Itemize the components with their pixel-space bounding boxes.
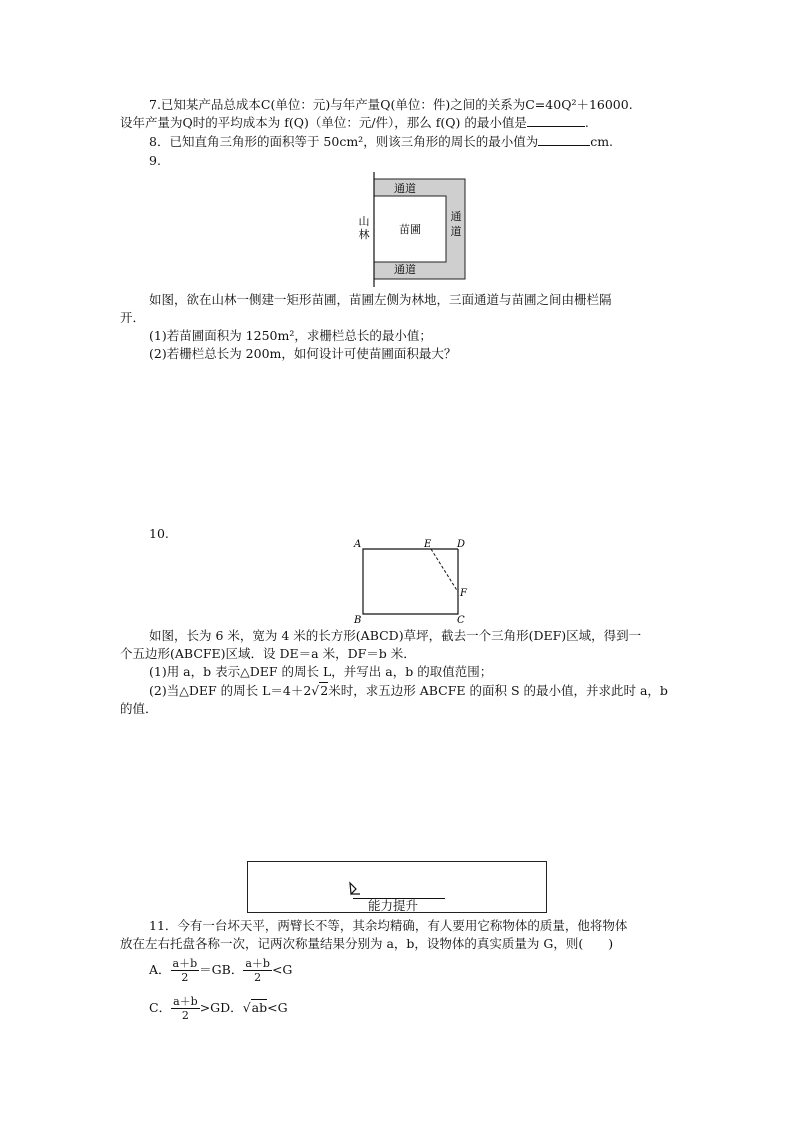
q10-part2-post: 米时，求五边形 ABCFE 的面积 S 的最小值，并求此时 a，b	[328, 683, 668, 698]
nursery-label: 苗圃	[399, 223, 421, 236]
option-d-sqrt: ab	[251, 1000, 268, 1015]
option-c-fraction	[171, 995, 200, 1022]
option-a-denominator: 2	[181, 971, 189, 984]
q11-options-row1	[149, 955, 292, 985]
option-c-numerator: a＋b	[173, 995, 198, 1008]
banner-label: 能力提升	[368, 898, 419, 913]
option-b-label[interactable]: B．	[221, 962, 244, 977]
option-a-label[interactable]: A．	[149, 962, 171, 977]
sqrt-sign: √	[311, 683, 320, 698]
option-c-relation: >G	[199, 1000, 221, 1015]
q9-desc-line1: 如图，欲在山林一侧建一矩形苗圃，苗圃左侧为林地，三面通道与苗圃之间由栅栏隔	[149, 292, 612, 307]
channel-bottom-label: 通道	[394, 263, 416, 276]
option-d-label[interactable]: D．	[220, 1000, 243, 1015]
q11-line1: 11．今有一台坏天平，两臂长不等，其余均精确，有人要用它称物体的质量，他将物体	[149, 918, 628, 933]
forest-label-1: 山	[358, 215, 370, 228]
q9-number: 9.	[149, 153, 161, 168]
option-c-label[interactable]: C．	[149, 1000, 172, 1015]
channel-right-label-2: 道	[450, 225, 462, 238]
point-c-label: C	[457, 615, 465, 624]
q7-line2-end: .	[584, 115, 589, 130]
q8-text-post: cm.	[590, 134, 614, 149]
q10-number: 10.	[149, 526, 169, 541]
q9-desc-line2: 开．	[120, 310, 146, 325]
channel-right-label-1: 通	[450, 210, 462, 223]
q7-line1: 7.已知某产品总成本C(单位：元)与年产量Q(单位：件)之间的关系为C=40Q²＋16000.	[149, 97, 633, 112]
cut-line-ef	[431, 549, 458, 592]
channel-top-label: 通道	[394, 182, 416, 195]
q7-line2-text: 设年产量为Q时的平均成本为 f(Q)（单位：元/件），那么 f(Q) 的最小值是	[120, 115, 527, 130]
q9-part1: (1)若苗圃面积为 1250m²，求栅栏总长的最小值；	[149, 328, 432, 343]
point-a-label: A	[354, 539, 362, 550]
q10-desc-line1: 如图，长为 6 米，宽为 4 米的长方形(ABCD)草坪，截去一个三角形(DEF)区域，得到一	[149, 628, 642, 643]
q11-options-row2	[149, 993, 288, 1023]
point-d-label: D	[457, 539, 466, 550]
option-b-relation: <G	[271, 962, 293, 977]
q10-part2	[149, 682, 668, 700]
pentagon-abcfe	[363, 549, 458, 614]
pencil-icon	[348, 880, 362, 896]
option-b-fraction	[243, 957, 272, 984]
q10-part2-pre: (2)当△DEF 的周长 L＝4＋2	[149, 683, 312, 698]
point-e-label: E	[424, 539, 432, 550]
point-b-label: B	[354, 615, 362, 624]
q9-part2: (2)若栅栏总长为 200m，如何设计可使苗圃面积最大？	[149, 346, 457, 361]
q11-line2: 放在左右托盘各称一次，记两次称量结果分别为 a，b，设物体的真实质量为 G，则( )	[120, 936, 614, 951]
option-a-numerator: a＋b	[172, 957, 198, 970]
option-d-sqrt-sign: √	[242, 1000, 251, 1015]
option-b-numerator: a＋b	[245, 957, 270, 970]
option-c-denominator: 2	[181, 1009, 189, 1022]
option-a-relation: ＝G	[199, 962, 222, 977]
option-d-relation: <G	[267, 1000, 288, 1015]
q10-part1: (1)用 a，b 表示△DEF 的周长 L，并写出 a，b 的取值范围；	[149, 664, 493, 679]
forest-label-2: 林	[358, 228, 370, 241]
q8-text-pre: 8．已知直角三角形的面积等于 50cm²，则该三角形的周长的最小值为	[149, 134, 539, 149]
q8-answer-blank[interactable]	[538, 133, 590, 146]
q10-part2-sqrt: 2	[320, 683, 329, 698]
q7-answer-blank[interactable]	[527, 114, 585, 127]
q7-line2	[120, 114, 589, 132]
section-banner	[247, 861, 547, 913]
q10-part2-line2: 的值．	[120, 701, 158, 716]
option-a-fraction	[171, 957, 200, 984]
option-b-denominator: 2	[254, 971, 262, 984]
q8-text	[149, 133, 613, 151]
point-f-label: F	[460, 588, 467, 599]
q10-figure	[348, 536, 478, 624]
q10-desc-line2: 个五边形(ABCFE)区域．设 DE＝a 米，DF＝b 米．	[120, 646, 416, 661]
q9-figure	[355, 172, 470, 287]
